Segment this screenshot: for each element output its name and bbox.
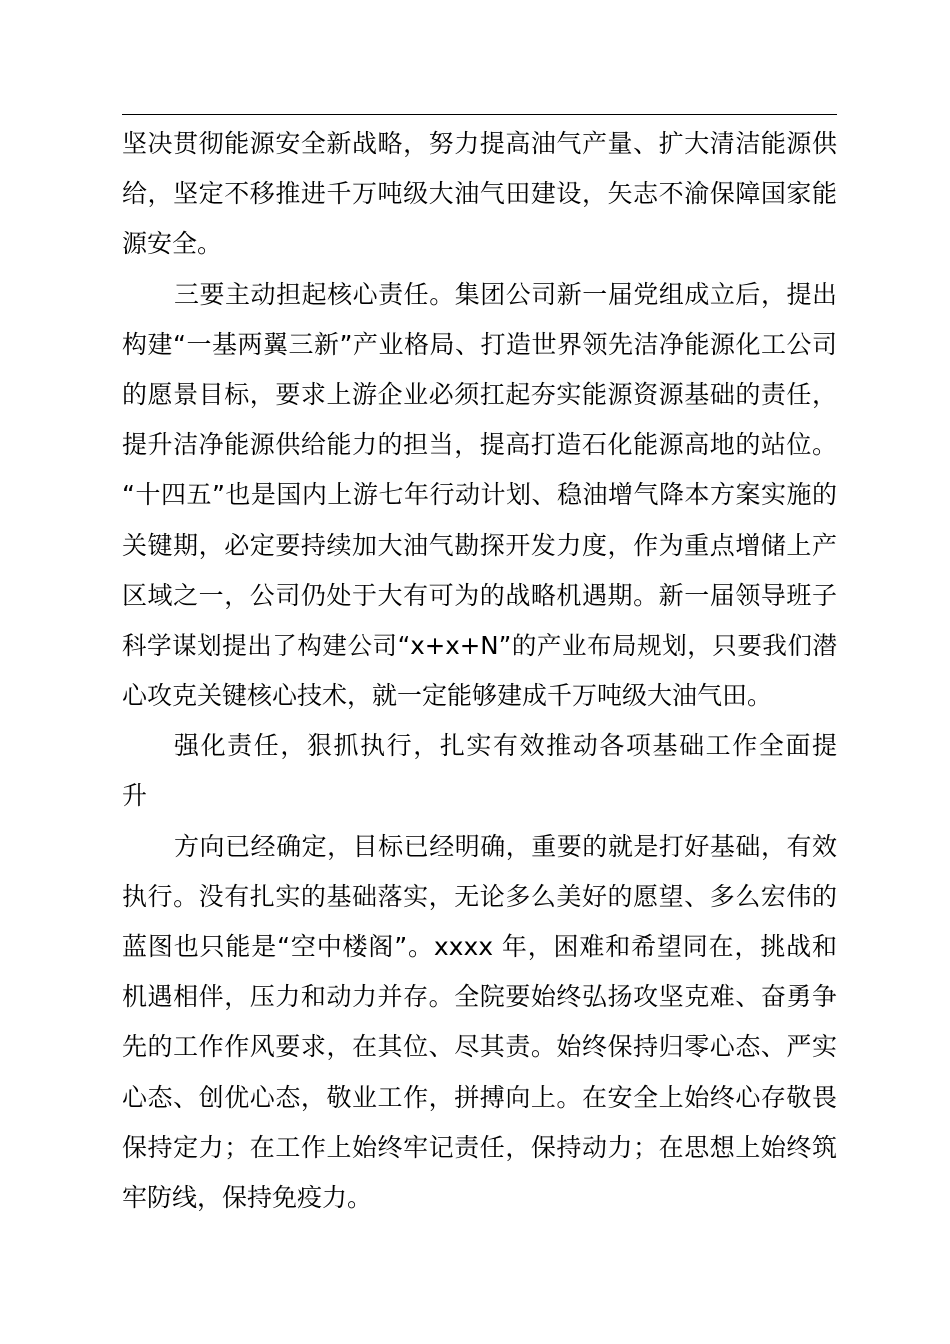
text-line: 执行。没有扎实的基础落实，无论多么美好的愿望、多么宏伟的 bbox=[122, 881, 837, 911]
paragraph-first-line: 三要主动担起核心责任。集团公司新一届党组成立后，提出 bbox=[174, 279, 837, 309]
text-line: 的愿景目标，要求上游企业必须扛起夯实能源资源基础的责任， bbox=[122, 379, 837, 409]
text-line: 关键期，必定要持续加大油气勘探开发力度，作为重点增储上产 bbox=[122, 530, 837, 560]
section-heading: 强化责任，狠抓执行，扎实有效推动各项基础工作全面提 bbox=[174, 731, 837, 761]
paragraph-first-line: 方向已经确定，目标已经明确，重要的就是打好基础，有效 bbox=[174, 831, 837, 861]
text-line: 坚决贯彻能源安全新战略，努力提高油气产量、扩大清洁能源供 bbox=[122, 129, 837, 158]
text-line: 心攻克关键核心技术，就一定能够建成千万吨级大油气田。 bbox=[122, 681, 773, 711]
document-body bbox=[122, 119, 837, 1223]
text-line: “十四五”也是国内上游七年行动计划、稳油增气降本方案实施的 bbox=[122, 480, 837, 510]
text-line: 牢防线，保持免疫力。 bbox=[122, 1182, 373, 1212]
text-line: 科学谋划提出了构建公司“x+x+N”的产业布局规划，只要我们潜 bbox=[122, 630, 837, 660]
text-line: 心态、创优心态，敬业工作，拼搏向上。在安全上始终心存敬畏 bbox=[122, 1082, 837, 1112]
header-rule bbox=[122, 114, 837, 115]
text-line: 保持定力；在工作上始终牢记责任，保持动力；在思想上始终筑 bbox=[122, 1132, 837, 1162]
text-line: 蓝图也只能是“空中楼阁”。xxxx 年，困难和希望同在，挑战和 bbox=[122, 932, 837, 961]
text-line: 给，坚定不移推进千万吨级大油气田建设，矢志不渝保障国家能 bbox=[122, 179, 837, 209]
text-line: 源安全。 bbox=[122, 229, 223, 259]
text-line: 提升洁净能源供给能力的担当，提高打造石化能源高地的站位。 bbox=[122, 430, 837, 460]
text-line: 构建“一基两翼三新”产业格局、打造世界领先洁净能源化工公司 bbox=[122, 329, 837, 359]
text-line: 先的工作作风要求，在其位、尽其责。始终保持归零心态、严实 bbox=[122, 1032, 837, 1062]
text-line: 机遇相伴，压力和动力并存。全院要始终弘扬攻坚克难、奋勇争 bbox=[122, 982, 837, 1012]
section-heading-continued: 升 bbox=[122, 781, 148, 811]
text-line: 区域之一，公司仍处于大有可为的战略机遇期。新一届领导班子 bbox=[122, 580, 837, 610]
